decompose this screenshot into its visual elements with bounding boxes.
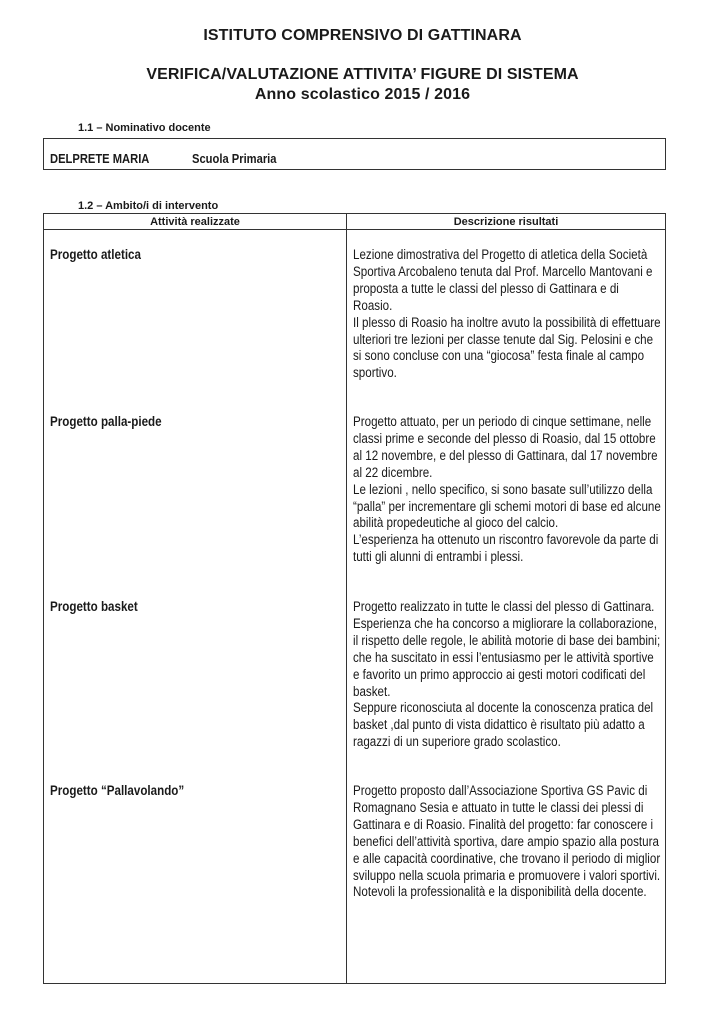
activity-description [353,599,661,751]
column-divider [346,214,347,983]
column-header-results: Descrizione risultati [453,216,559,228]
activities-table [43,213,666,984]
teacher-name: DELPRETE MARIA [50,151,150,166]
activity-name: Progetto palla-piede [50,414,162,429]
activity-name: Progetto atletica [50,247,141,262]
activity-description [353,414,661,566]
description-paragraph: Progetto realizzato in tutte le classi del plesso di Gattinara. Esperienza che ha concorso a migliorare la collaborazione, il rispetto delle regole, le abilità motorie di base dei bambini; che ha suscitato in essi l’entusiasmo per le attività sportive e favorito un primo approccio ai gesti motori codificati del basket. [353,599,661,699]
section-label-ambito: 1.2 – Ambito/i di intervento [78,200,219,212]
school-title: ISTITUTO COMPRENSIVO DI GATTINARA [203,27,522,44]
activity-description [353,783,661,901]
section-label-nominativo: 1.1 – Nominativo docente [78,122,211,134]
school-year: Anno scolastico 2015 / 2016 [254,86,471,103]
teacher-school: Scuola Primaria [192,151,277,166]
description-paragraph: Progetto proposto dall’Associazione Sportiva GS Pavic di Romagnano Sesia e attuato in tutte le classi dei plessi di Gattinara e di Roasio. Finalità del progetto: far conoscere i benefici dell’attività sportiva, dare ampio spazio alla postura e alle capacità coordinative, che trovano il periodo di miglior sviluppo nella scuola primaria e promuovere i valori sportivi. Notevoli la professionalità e la disponibilità della docente. [353,783,661,900]
teacher-box [43,138,666,170]
description-paragraph: Il plesso di Roasio ha inoltre avuto la possibilità di effettuare ulteriori tre lezioni per classe tenute dal Sig. Pelosini e che si sono concluse con una “giocosa” festa finale al campo sportivo. [353,314,661,381]
description-paragraph: Le lezioni , nello specifico, si sono basate sull’utilizzo della “palla” per incrementare gli schemi motori di base ed alcune abilità propedeutiche al gioco del calcio. [353,481,661,531]
activity-name: Progetto basket [50,599,138,614]
header-divider [44,229,665,230]
document-title: VERIFICA/VALUTAZIONE ATTIVITA’ FIGURE DI SISTEMA [146,66,579,83]
activity-description [353,247,661,382]
column-header-activities: Attività realizzate [150,216,240,228]
activity-name: Progetto “Pallavolando” [50,783,185,798]
description-paragraph: L’esperienza ha ottenuto un riscontro favorevole da parte di tutti gli alunni di entrambi i plessi. [353,532,659,565]
description-paragraph: Seppure riconosciuta al docente la conoscenza pratica del basket ,dal punto di vista didattico è risultato più adatto a ragazzi di un superiore grado scolastico. [353,700,654,750]
description-paragraph: Lezione dimostrativa del Progetto di atletica della Società Sportiva Arcobaleno tenuta dal Prof. Marcello Mantovani e proposta a tutte le classi del plesso di Gattinara e di Roasio. [353,247,653,313]
description-paragraph: Progetto attuato, per un periodo di cinque settimane, nelle classi prime e seconde del plesso di Roasio, dal 15 ottobre al 12 novembre, e del plesso di Gattinara, dal 17 novembre al 22 dicembre. [353,414,658,480]
